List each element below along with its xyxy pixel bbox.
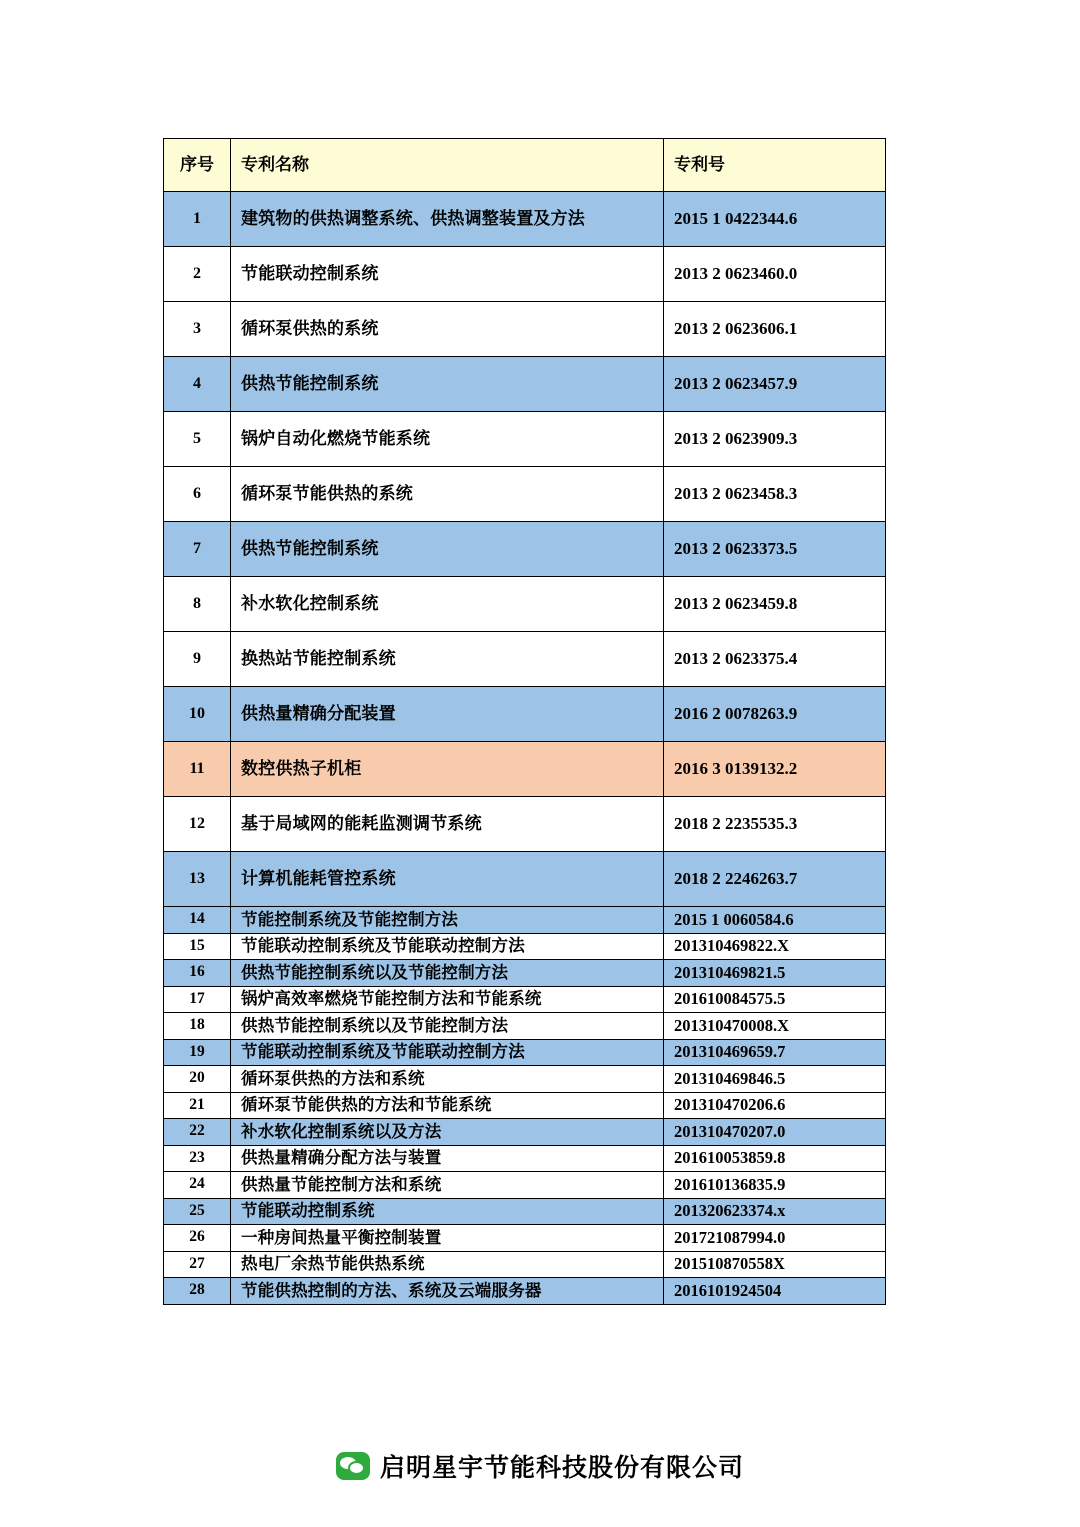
cell-patent-number: 201721087994.0 (664, 1225, 886, 1252)
cell-patent-name: 供热节能控制系统 (231, 522, 664, 577)
cell-patent-name: 换热站节能控制系统 (231, 632, 664, 687)
cell-serial-number: 22 (164, 1119, 231, 1146)
cell-patent-number: 201320623374.x (664, 1198, 886, 1225)
cell-serial-number: 1 (164, 192, 231, 247)
cell-patent-name: 热电厂余热节能供热系统 (231, 1251, 664, 1278)
cell-serial-number: 5 (164, 412, 231, 467)
cell-serial-number: 12 (164, 797, 231, 852)
table-row (164, 302, 886, 357)
table-row (164, 1092, 886, 1119)
cell-serial-number: 2 (164, 247, 231, 302)
cell-patent-number: 2015 1 0422344.6 (664, 192, 886, 247)
table-row (164, 852, 886, 907)
cell-patent-name: 循环泵节能供热的方法和节能系统 (231, 1092, 664, 1119)
cell-patent-number: 2016 3 0139132.2 (664, 742, 886, 797)
cell-patent-number: 2013 2 0623909.3 (664, 412, 886, 467)
cell-patent-number: 201310470008.X (664, 1013, 886, 1040)
table-header-row (164, 139, 886, 192)
table-row (164, 577, 886, 632)
cell-patent-name: 基于局域网的能耗监测调节系统 (231, 797, 664, 852)
table-row (164, 1066, 886, 1093)
cell-patent-number: 2015 1 0060584.6 (664, 907, 886, 934)
table-row (164, 467, 886, 522)
cell-patent-name: 计算机能耗管控系统 (231, 852, 664, 907)
cell-serial-number: 21 (164, 1092, 231, 1119)
table-row (164, 960, 886, 987)
table-row (164, 1225, 886, 1252)
cell-patent-name: 循环泵供热的系统 (231, 302, 664, 357)
cell-patent-name: 锅炉高效率燃烧节能控制方法和节能系统 (231, 986, 664, 1013)
cell-patent-number: 201310470206.6 (664, 1092, 886, 1119)
cell-patent-name: 供热节能控制系统以及节能控制方法 (231, 1013, 664, 1040)
table-row (164, 687, 886, 742)
table-row (164, 1198, 886, 1225)
cell-patent-number: 2016 2 0078263.9 (664, 687, 886, 742)
table-row (164, 797, 886, 852)
cell-patent-number: 201310469659.7 (664, 1039, 886, 1066)
cell-patent-name: 循环泵节能供热的系统 (231, 467, 664, 522)
patent-table (163, 138, 886, 1305)
table-row (164, 1278, 886, 1305)
cell-serial-number: 15 (164, 933, 231, 960)
table-row (164, 933, 886, 960)
cell-patent-number: 201310469846.5 (664, 1066, 886, 1093)
table-row (164, 192, 886, 247)
table-row (164, 1013, 886, 1040)
cell-serial-number: 3 (164, 302, 231, 357)
cell-patent-number: 201610136835.9 (664, 1172, 886, 1199)
cell-patent-number: 2013 2 0623458.3 (664, 467, 886, 522)
column-header-number: 专利号 (664, 139, 886, 192)
cell-patent-number: 201310469822.X (664, 933, 886, 960)
cell-patent-name: 供热量精确分配装置 (231, 687, 664, 742)
table-row (164, 247, 886, 302)
cell-patent-name: 节能控制系统及节能控制方法 (231, 907, 664, 934)
cell-patent-number: 201310469821.5 (664, 960, 886, 987)
company-name: 启明星宇节能科技股份有限公司 (379, 1454, 744, 1482)
cell-patent-number: 2018 2 2246263.7 (664, 852, 886, 907)
cell-serial-number: 24 (164, 1172, 231, 1199)
cell-patent-name: 节能联动控制系统及节能联动控制方法 (231, 1039, 664, 1066)
cell-serial-number: 14 (164, 907, 231, 934)
table-row (164, 1172, 886, 1199)
cell-patent-name: 供热节能控制系统 (231, 357, 664, 412)
column-header-name: 专利名称 (231, 139, 664, 192)
cell-patent-number: 2013 2 0623460.0 (664, 247, 886, 302)
cell-patent-name: 供热量精确分配方法与装置 (231, 1145, 664, 1172)
cell-patent-number: 2018 2 2235535.3 (664, 797, 886, 852)
column-header-no: 序号 (164, 139, 231, 192)
cell-serial-number: 11 (164, 742, 231, 797)
cell-serial-number: 10 (164, 687, 231, 742)
cell-serial-number: 4 (164, 357, 231, 412)
cell-patent-number: 2016101924504 (664, 1278, 886, 1305)
cell-patent-number: 2013 2 0623457.9 (664, 357, 886, 412)
table-row (164, 357, 886, 412)
cell-serial-number: 25 (164, 1198, 231, 1225)
table-row (164, 1251, 886, 1278)
table-row (164, 742, 886, 797)
cell-serial-number: 17 (164, 986, 231, 1013)
table-row (164, 986, 886, 1013)
cell-patent-name: 节能供热控制的方法、系统及云端服务器 (231, 1278, 664, 1305)
table-row (164, 1119, 886, 1146)
cell-patent-number: 2013 2 0623606.1 (664, 302, 886, 357)
cell-patent-number: 201310470207.0 (664, 1119, 886, 1146)
cell-patent-number: 201510870558X (664, 1251, 886, 1278)
cell-patent-number: 2013 2 0623459.8 (664, 577, 886, 632)
cell-patent-number: 201610053859.8 (664, 1145, 886, 1172)
cell-serial-number: 28 (164, 1278, 231, 1305)
cell-patent-name: 循环泵供热的方法和系统 (231, 1066, 664, 1093)
cell-serial-number: 6 (164, 467, 231, 522)
cell-serial-number: 16 (164, 960, 231, 987)
cell-patent-name: 节能联动控制系统 (231, 247, 664, 302)
cell-patent-name: 一种房间热量平衡控制装置 (231, 1225, 664, 1252)
table-body (164, 192, 886, 1305)
cell-patent-name: 供热量节能控制方法和系统 (231, 1172, 664, 1199)
cell-patent-name: 供热节能控制系统以及节能控制方法 (231, 960, 664, 987)
table-row (164, 412, 886, 467)
cell-serial-number: 26 (164, 1225, 231, 1252)
cell-serial-number: 20 (164, 1066, 231, 1093)
cell-patent-name: 节能联动控制系统 (231, 1198, 664, 1225)
cell-patent-number: 201610084575.5 (664, 986, 886, 1013)
cell-patent-name: 数控供热子机柜 (231, 742, 664, 797)
table-row (164, 1145, 886, 1172)
cell-patent-name: 补水软化控制系统 (231, 577, 664, 632)
table-row (164, 522, 886, 577)
cell-serial-number: 7 (164, 522, 231, 577)
cell-serial-number: 8 (164, 577, 231, 632)
cell-serial-number: 9 (164, 632, 231, 687)
cell-serial-number: 19 (164, 1039, 231, 1066)
wechat-icon (336, 1452, 370, 1480)
cell-serial-number: 27 (164, 1251, 231, 1278)
cell-patent-name: 锅炉自动化燃烧节能系统 (231, 412, 664, 467)
cell-serial-number: 23 (164, 1145, 231, 1172)
table-row (164, 1039, 886, 1066)
cell-patent-number: 2013 2 0623373.5 (664, 522, 886, 577)
cell-patent-name: 节能联动控制系统及节能联动控制方法 (231, 933, 664, 960)
cell-patent-name: 补水软化控制系统以及方法 (231, 1119, 664, 1146)
footer (0, 1448, 1080, 1484)
cell-patent-number: 2013 2 0623375.4 (664, 632, 886, 687)
table-header (164, 139, 886, 192)
cell-patent-name: 建筑物的供热调整系统、供热调整装置及方法 (231, 192, 664, 247)
table-row (164, 907, 886, 934)
cell-serial-number: 13 (164, 852, 231, 907)
table-row (164, 632, 886, 687)
cell-serial-number: 18 (164, 1013, 231, 1040)
